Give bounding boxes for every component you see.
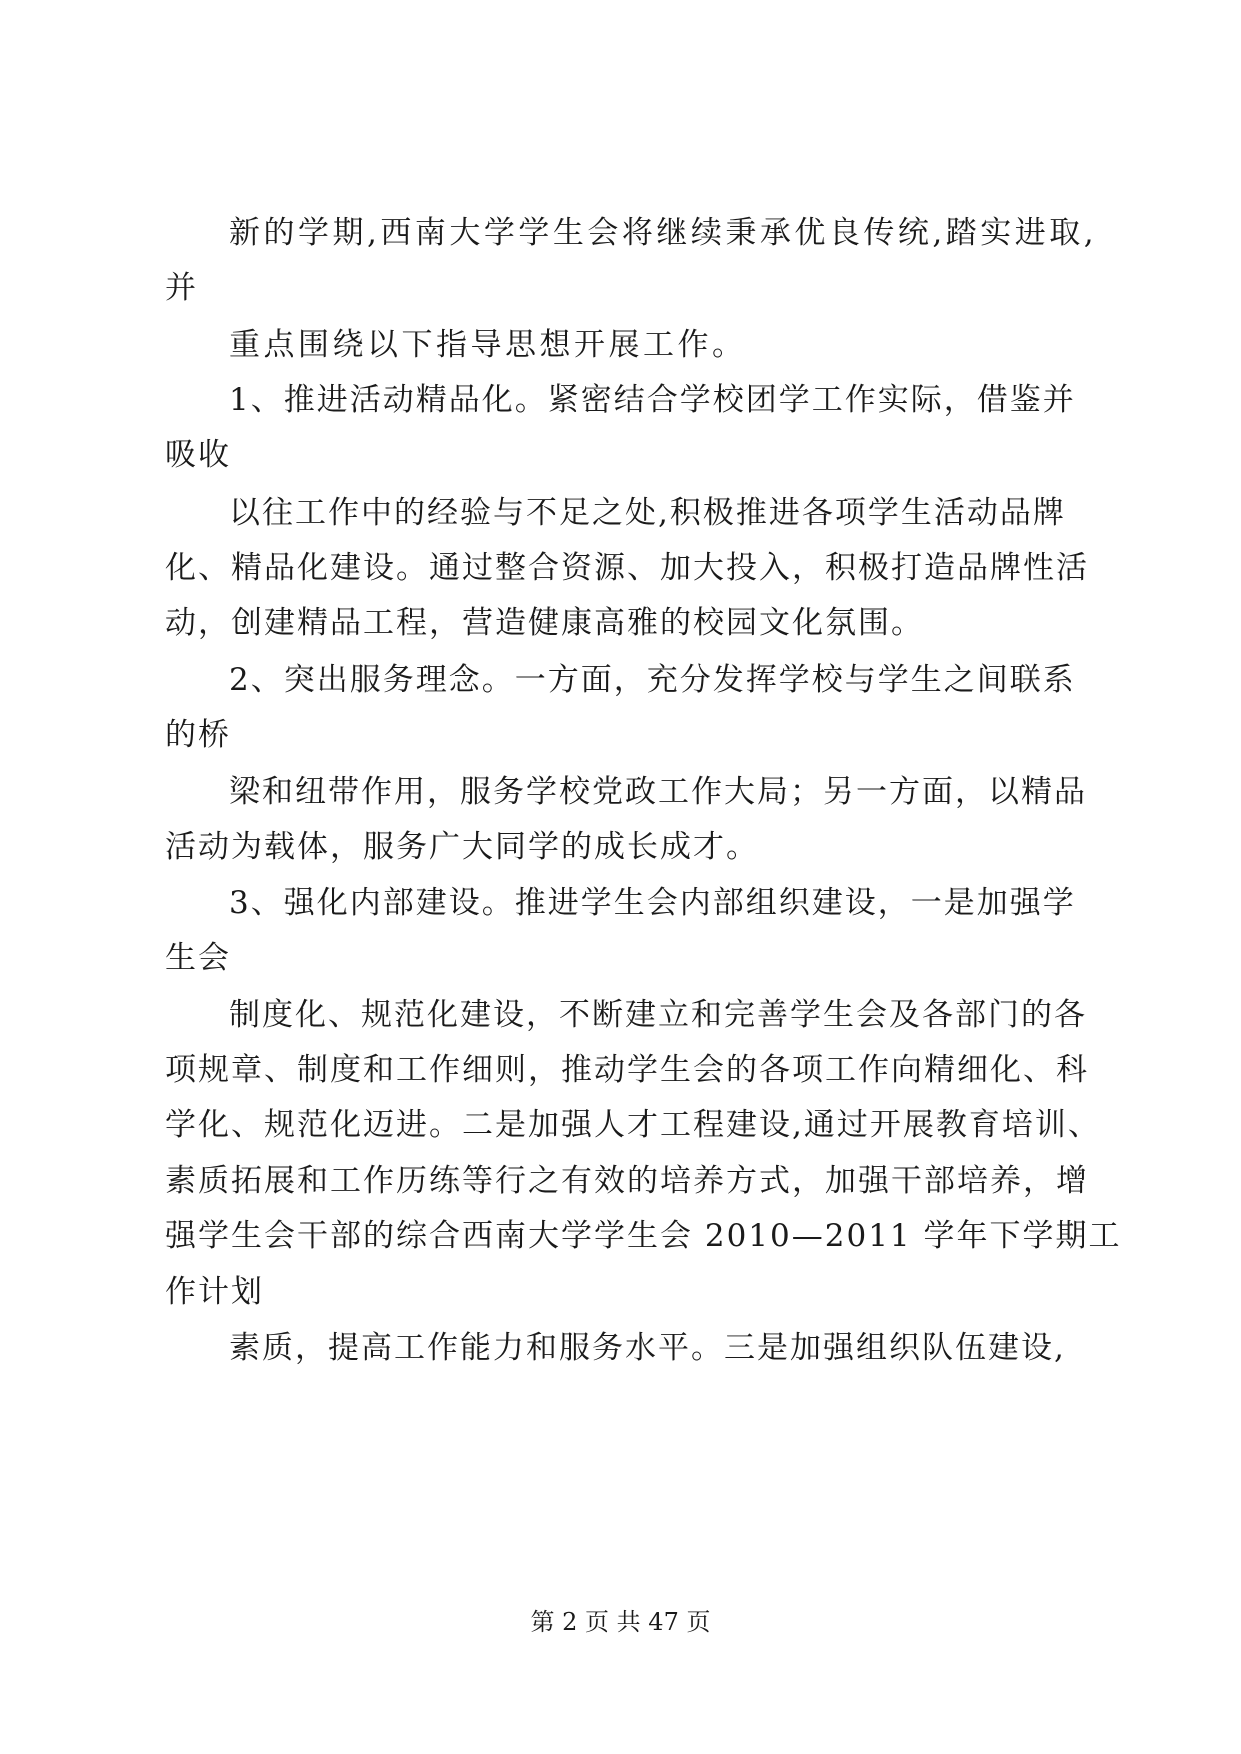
paragraph-line: 动，创建精品工程，营造健康高雅的校园文化氛围。 bbox=[165, 605, 924, 641]
paragraph-line: 1、推进活动精品化。紧密结合学校团学工作实际，借鉴并 bbox=[229, 382, 1076, 418]
paragraph-line: 项规章、制度和工作细则，推动学生会的各项工作向精细化、科 bbox=[165, 1052, 1089, 1088]
paragraph-line: 学化、规范化迈进。二是加强人才工程建设,通过开展教育培训、 bbox=[165, 1107, 1101, 1143]
paragraph-line: 素质拓展和工作历练等行之有效的培养方式，加强干部培养，增 bbox=[165, 1163, 1089, 1199]
paragraph-line: 3、强化内部建设。推进学生会内部组织建设，一是加强学 bbox=[229, 885, 1076, 921]
paragraph-line: 吸收 bbox=[165, 437, 231, 473]
paragraph-line: 素质，提高工作能力和服务水平。三是加强组织队伍建设, bbox=[229, 1330, 1066, 1366]
paragraph-line: 作计划 bbox=[165, 1274, 264, 1310]
paragraph-line: 新的学期,西南大学学生会将继续秉承优良传统,踏实进取, bbox=[229, 215, 1098, 251]
paragraph-line: 生会 bbox=[165, 940, 231, 976]
page-number-footer: 第 2 页 共 47 页 bbox=[530, 1608, 711, 1636]
paragraph-line: 2、突出服务理念。一方面，充分发挥学校与学生之间联系 bbox=[229, 662, 1076, 698]
paragraph-line: 化、精品化建设。通过整合资源、加大投入，积极打造品牌性活 bbox=[165, 550, 1089, 586]
paragraph-line: 梁和纽带作用，服务学校党政工作大局；另一方面，以精品 bbox=[229, 774, 1087, 810]
paragraph-line: 以往工作中的经验与不足之处,积极推进各项学生活动品牌 bbox=[229, 495, 1066, 531]
paragraph-line: 的桥 bbox=[165, 717, 231, 753]
paragraph-line: 制度化、规范化建设，不断建立和完善学生会及各部门的各 bbox=[229, 997, 1087, 1033]
paragraph-line: 活动为载体，服务广大同学的成长成才。 bbox=[165, 829, 759, 865]
paragraph-line: 强学生会干部的综合西南大学学生会 2010—2011 学年下学期工 bbox=[165, 1218, 1122, 1254]
paragraph-line: 并 bbox=[165, 270, 198, 306]
paragraph-line: 重点围绕以下指导思想开展工作。 bbox=[229, 327, 747, 363]
